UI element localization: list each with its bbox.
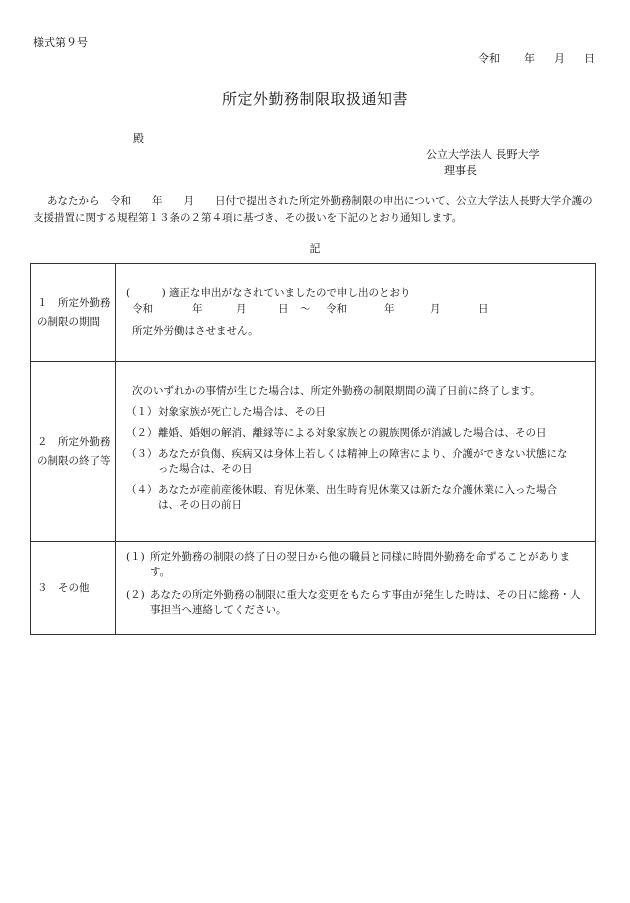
list-item-number: （３）	[126, 448, 158, 460]
issue-date-month: 月	[554, 52, 565, 65]
period-no-overtime: 所定外労働はさせません。	[132, 325, 259, 337]
list-item	[126, 588, 587, 618]
issuer-block	[426, 147, 540, 179]
list-item-text: 所定外勤務の制限の終了日の翌日から他の職員と同様に時間外勤務を命ずることがあります。	[150, 551, 570, 578]
list-item-number: (１)	[126, 551, 145, 563]
period-tilde: 〜	[300, 303, 311, 315]
list-item	[126, 483, 587, 513]
period-day-from: 日	[278, 303, 289, 315]
row-content-termination	[116, 362, 596, 542]
list-item-text: あなたが負傷、疾病又は身体上若しくは精神上の障害により、介護ができない状態になった場合は、その日	[158, 448, 568, 475]
issue-date	[478, 50, 595, 66]
issue-date-year: 年	[524, 52, 535, 65]
period-year-from: 年	[192, 303, 203, 315]
notice-body: あなたから 令和 年 月 日付で提出された所定外勤務制限の申出について、公立大学法人長野大学介護の支援措置に関する規程第１３条の２第４項に基づき、その扱いを下記のとおり通知します。	[33, 195, 593, 224]
list-item-text: あなたの所定外勤務の制限に重大な変更をもたらす事由が発生した時は、その日に総務・人事担当へ連絡してください。	[150, 589, 581, 616]
list-item-text: 対象家族が死亡した場合は、その日	[158, 406, 326, 418]
list-item	[126, 550, 587, 580]
row-label-termination: ２ 所定外勤務の制限の終了等	[31, 362, 116, 542]
issue-date-day: 日	[584, 52, 595, 65]
list-item-text: 離婚、婚姻の解消、離縁等による対象家族との親族関係が消滅した場合は、その日	[158, 427, 547, 439]
period-era-to: 令和	[326, 303, 347, 315]
list-item-number: (２)	[126, 589, 145, 601]
ki-heading: 記	[309, 242, 321, 255]
issuer-organization: 公立大学法人 長野大学	[426, 148, 540, 161]
row-label-period: １ 所定外勤務の制限の期間	[31, 264, 116, 362]
list-item-number: （２）	[126, 427, 158, 439]
addressee: 殿	[133, 132, 144, 145]
period-month-to: 月	[430, 303, 441, 315]
row-content-period	[116, 264, 596, 362]
period-era-from: 令和	[132, 303, 153, 315]
row-label-other: ３ その他	[31, 542, 116, 635]
list-item-number: （４）	[126, 484, 158, 496]
period-range	[132, 302, 587, 317]
issue-date-era: 令和	[478, 52, 500, 65]
period-month-from: 月	[236, 303, 247, 315]
list-item	[126, 405, 587, 420]
period-day-to: 日	[478, 303, 489, 315]
notice-table	[30, 263, 596, 635]
document-title: 所定外勤務制限取扱通知書	[221, 90, 408, 108]
row-content-other	[116, 542, 596, 635]
form-number: 様式第９号	[33, 36, 88, 49]
table-row	[31, 264, 596, 362]
list-item	[126, 426, 587, 441]
period-year-to: 年	[384, 303, 395, 315]
list-item	[126, 447, 587, 477]
period-approval-line: ( ) 適正な申出がなされていましたので申し出のとおり	[126, 287, 411, 299]
table-row	[31, 542, 596, 635]
list-item-text: あなたが産前産後休暇、育児休業、出生時育児休業又は新たな介護休業に入った場合は、その日の前日	[158, 484, 557, 511]
list-item-number: （１）	[126, 406, 158, 418]
termination-intro: 次のいずれかの事情が生じた場合は、所定外勤務の制限期間の満了日前に終了します。	[132, 385, 541, 397]
table-row	[31, 362, 596, 542]
issuer-position: 理事長	[444, 164, 477, 177]
